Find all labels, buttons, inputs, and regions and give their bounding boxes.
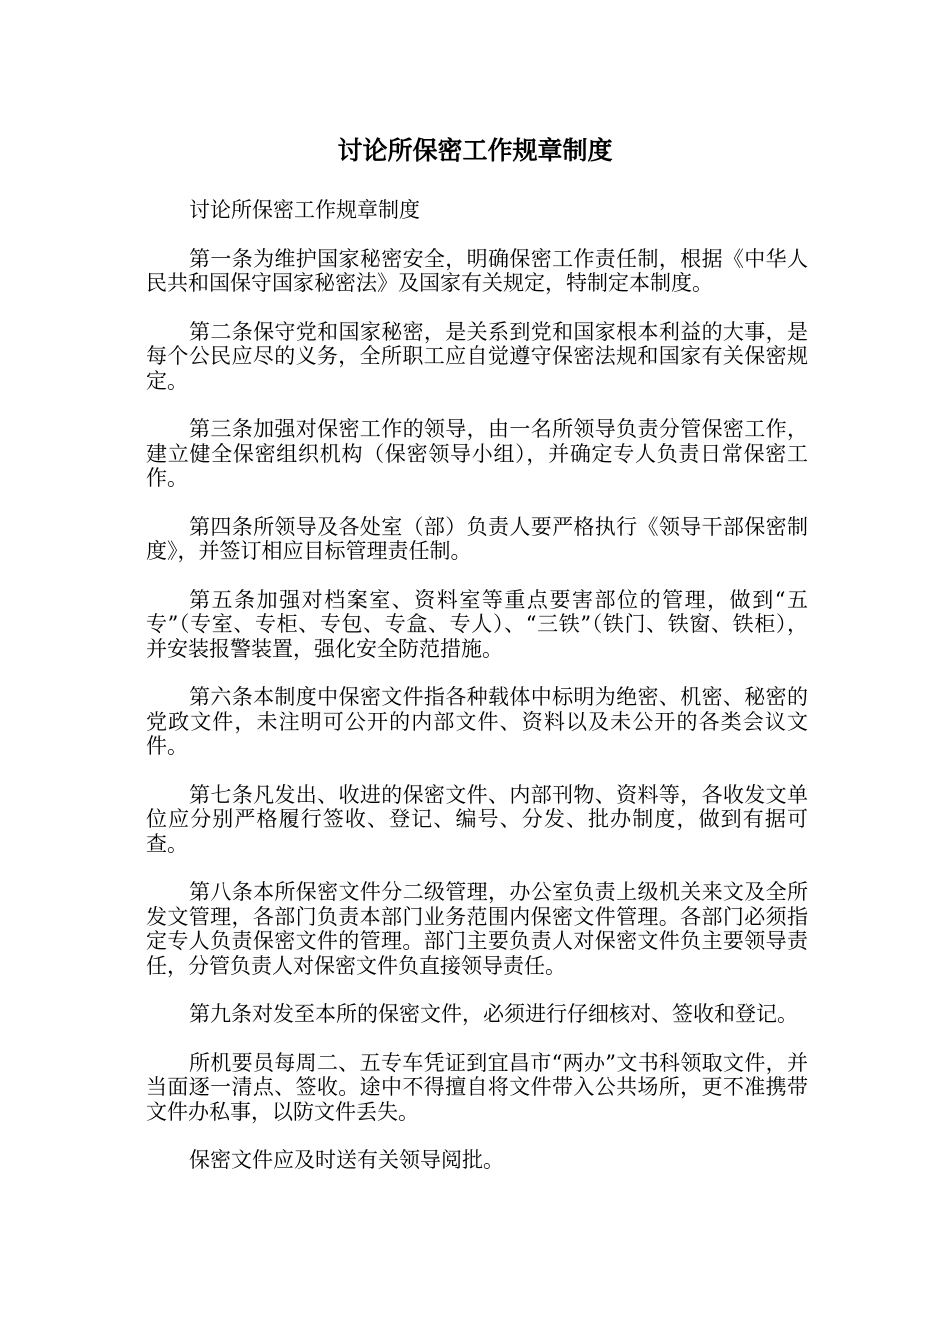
paragraph-article-5: 第五条加强对档案室、资料室等重点要害部位的管理，做到“五专”（专室、专柜、专包、专盒、专人）、“三铁”（铁门、铁窗、铁柜），并安装报警装置，强化安全防范措施。: [146, 587, 808, 661]
document-body: [146, 198, 808, 1197]
paragraph-article-7: 第七条凡发出、收进的保密文件、内部刊物、资料等，各收发文单位应分别严格履行签收、登记、编号、分发、批办制度，做到有据可查。: [146, 782, 808, 856]
paragraph-article-6: 第六条本制度中保密文件指各种载体中标明为绝密、机密、秘密的党政文件，未注明可公开的内部文件、资料以及未公开的各类会议文件。: [146, 685, 808, 758]
paragraph-courier-rules: 所机要员每周二、五专车凭证到宜昌市“两办”文书科领取文件，并当面逐一清点、签收。途中不得擅自将文件带入公共场所，更不准携带文件办私事，以防文件丢失。: [146, 1050, 808, 1124]
paragraph-article-1: 第一条为维护国家秘密安全，明确保密工作责任制，根据《中华人民共和国保守国家秘密法》及国家有关规定，特制定本制度。: [146, 246, 808, 295]
paragraph-review: 保密文件应及时送有关领导阅批。: [189, 1148, 504, 1172]
paragraph-article-2: 第二条保守党和国家秘密，是关系到党和国家根本利益的大事，是每个公民应尽的义务，全所职工应自觉遵守保密法规和国家有关保密规定。: [146, 319, 808, 393]
paragraph-article-3: 第三条加强对保密工作的领导，由一名所领导负责分管保密工作，建立健全保密组织机构（保密领导小组），并确定专人负责日常保密工作。: [146, 417, 808, 490]
paragraph-subtitle: 讨论所保密工作规章制度: [189, 198, 420, 222]
paragraph-article-4: 第四条所领导及各处室（部）负责人要严格执行《领导干部保密制度》，并签订相应目标管理责任制。: [146, 514, 808, 563]
paragraph-article-9: 第九条对发至本所的保密文件，必须进行仔细核对、签收和登记。: [189, 1002, 798, 1026]
document-title: 讨论所保密工作规章制度: [337, 136, 613, 165]
paragraph-article-8: 第八条本所保密文件分二级管理，办公室负责上级机关来文及全所发文管理，各部门负责本部门业务范围内保密文件管理。各部门必须指定专人负责保密文件的管理。部门主要负责人对保密文件负主要领导责任，分管负责人对保密文件负直接领导责任。: [146, 880, 808, 978]
